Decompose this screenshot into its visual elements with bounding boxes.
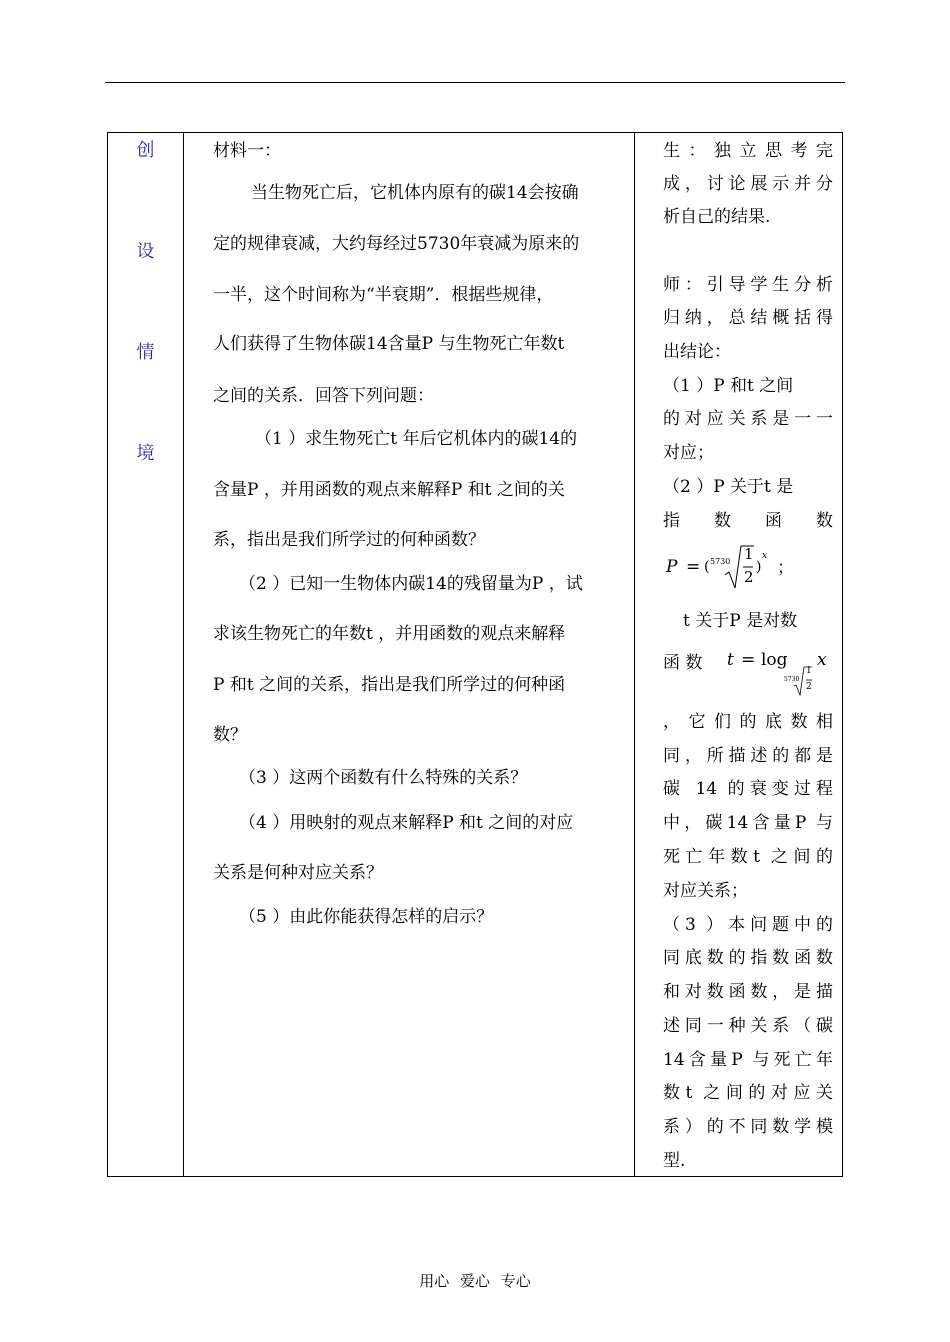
text-line: 成，讨论展示并分 — [663, 174, 833, 194]
text-line: （1 ）P 和t 之间 — [663, 376, 794, 396]
question-5: （5 ）由此你能获得怎样的启示？ — [239, 907, 494, 927]
section-label-char: 设 — [136, 241, 155, 262]
formula-exponent: x — [762, 551, 768, 561]
text-line: 析自己的结果. — [663, 207, 771, 227]
text-line: 的对应关系是一一 — [663, 409, 833, 429]
text-line: 同底数的指数函数 — [663, 948, 833, 968]
text-line: 一半，这个时间称为“半衰期”．根据些规律， — [213, 285, 554, 305]
text-line: 和对数函数，是描 — [663, 982, 833, 1002]
column-divider-2 — [634, 133, 635, 1176]
text-line: P 和t 之间的关系，指出是我们所学过的何种函 — [213, 675, 566, 695]
text-line: 死亡年数t 之间的 — [663, 847, 833, 867]
text-line: 含量P ，并用函数的观点来解释P 和t 之间的关 — [213, 480, 565, 500]
formula-numerator: 1 — [744, 545, 754, 563]
header-rule — [105, 82, 845, 83]
text-line: 求该生物死亡的年数t ，并用函数的观点来解释 — [213, 624, 566, 644]
text-line: 归纳，总结概括得 — [663, 308, 833, 328]
text-line: 师：引导学生分析 — [663, 275, 833, 295]
exponential-formula — [666, 543, 786, 593]
formula-lhs: t — [727, 650, 734, 670]
formula-equals: = — [741, 650, 756, 670]
text-line: ； — [777, 558, 794, 578]
text-line: 对应关系； — [663, 881, 748, 901]
section-label-char: 境 — [136, 443, 155, 464]
logarithm-formula — [727, 645, 833, 701]
section-label-char: 创 — [136, 140, 155, 161]
formula-root-index: 5730 — [784, 676, 800, 683]
text-line: 之间的关系．回答下列问题： — [213, 386, 434, 406]
text-line: 生：独立思考完 — [663, 141, 833, 161]
text-line: 指 数 函 数 — [663, 511, 833, 531]
text-line: （3 ）本问题中的 — [663, 915, 833, 935]
material-heading: 材料一： — [213, 141, 281, 161]
text-line: 人们获得了生物体碳14含量P 与生物死亡年数t — [213, 334, 565, 354]
text-line: ，它们的底数相 — [663, 712, 833, 732]
section-label-char: 情 — [136, 342, 155, 363]
page-footer: 用心 爱心 专心 — [419, 1272, 531, 1290]
text-line: 关系是何种对应关系？ — [213, 863, 383, 883]
text-line: 定的规律衰减，大约每经过5730年衰减为原来的 — [213, 234, 580, 254]
text-line: 系，指出是我们所学过的何种函数？ — [213, 530, 485, 550]
formula-equals: = — [686, 557, 701, 577]
formula-log: log — [761, 650, 788, 670]
text-line: 系）的不同数学模 — [663, 1117, 833, 1137]
text-line: 碳 14 的衰变过程 — [663, 779, 833, 799]
text-line: 函 数 — [663, 653, 703, 673]
text-line: 出结论： — [663, 342, 731, 362]
question-4: （4 ）用映射的观点来解释P 和t 之间的对应 — [239, 813, 574, 833]
column-divider-1 — [183, 133, 184, 1176]
text-line: 同，所描述的都是 — [663, 746, 833, 766]
question-2: （2 ）已知一生物体内碳14的残留量为P ，试 — [239, 574, 583, 594]
text-line: t 关于P 是对数 — [683, 611, 798, 631]
formula-argument: x — [817, 650, 827, 670]
formula-root-index: 5730 — [710, 557, 731, 566]
text-line: （2 ）P 关于t 是 — [663, 477, 794, 497]
question-3: （3 ）这两个函数有什么特殊的关系？ — [239, 768, 528, 788]
formula-numerator: 1 — [806, 666, 812, 676]
lesson-table — [107, 132, 843, 1177]
formula-lparen: ( — [704, 559, 710, 575]
question-1: （1 ）求生物死亡t 年后它机体内的碳14的 — [255, 429, 578, 449]
text-line: 型. — [663, 1151, 686, 1171]
formula-denominator: 2 — [806, 682, 812, 692]
text-line: 当生物死亡后，它机体内原有的碳14会按确 — [251, 183, 579, 203]
text-line: 数t 之间的对应关 — [663, 1083, 833, 1103]
formula-lhs: P — [666, 557, 678, 577]
text-line: 14含量P 与死亡年 — [663, 1050, 833, 1070]
text-line: 数？ — [213, 725, 247, 745]
formula-denominator: 2 — [744, 568, 754, 586]
formula-rparen: ) — [756, 559, 762, 575]
text-line: 对应； — [663, 443, 714, 463]
text-line: 述同一种关系（碳 — [663, 1016, 833, 1036]
text-line: 中，碳14含量P 与 — [663, 813, 833, 833]
section-label-column — [108, 133, 183, 1176]
